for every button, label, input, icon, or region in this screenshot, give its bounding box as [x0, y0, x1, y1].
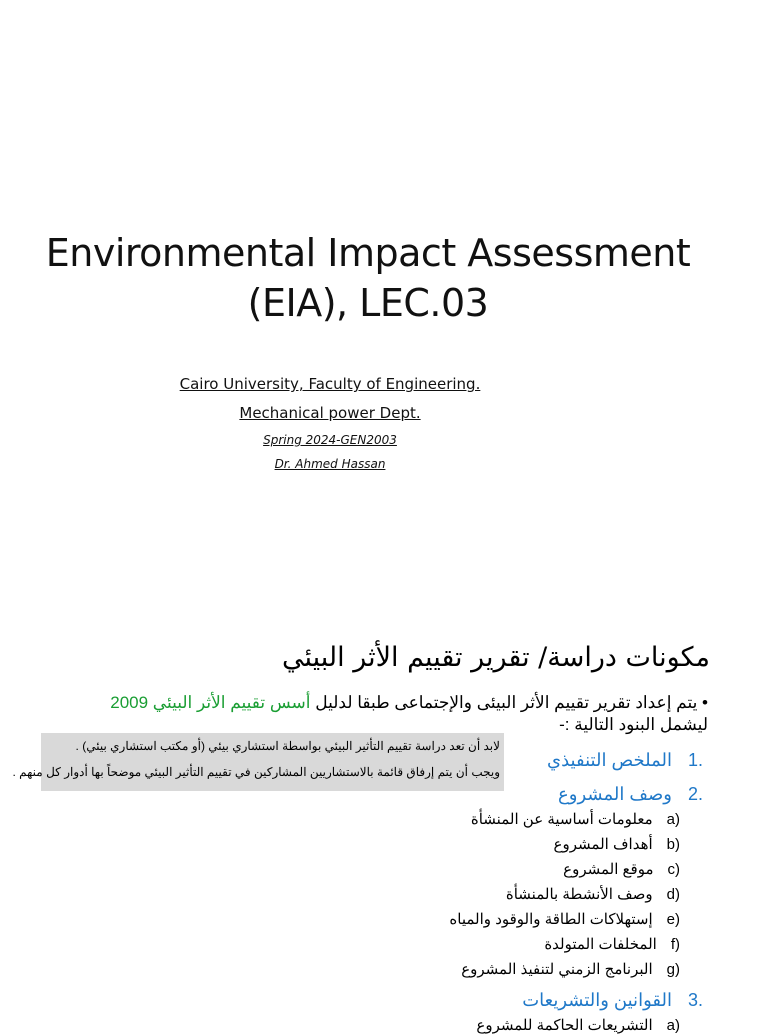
sub-item [476, 1016, 680, 1034]
sub-item [544, 935, 680, 953]
note-line-2: ويجب أن يتم إرفاق قائمة بالاستشاريين المشاركين في تقييم التأثير البيئي موضحاً بها أدوار كل منهم . [12, 765, 500, 779]
sub-item [461, 960, 680, 978]
sub-label: أهداف المشروع [553, 836, 653, 853]
bullet-dot: • [697, 693, 708, 712]
sub-letter: (d [666, 886, 680, 903]
sub-letter: (e [666, 911, 680, 928]
term-line: Spring 2024-GEN2003 [263, 433, 397, 447]
sub-label: المخلفات المتولدة [544, 936, 657, 953]
sub-label: وصف الأنشطة بالمنشأة [505, 886, 653, 903]
sub-label: موقع المشروع [563, 861, 654, 878]
sub-label: التشريعات الحاكمة للمشروع [476, 1017, 653, 1034]
sub-letter: (g [666, 961, 680, 978]
sub-letter: (a [666, 1017, 680, 1034]
intro-bullet [48, 692, 708, 736]
bullet-text: يتم إعداد تقرير تقييم الأثر البيئى والإجتماعى طبقا لدليل [315, 693, 698, 712]
sub-item [563, 860, 680, 878]
sub-letter: (f [670, 936, 680, 953]
item-number: .3 [687, 990, 703, 1010]
sub-item [449, 910, 680, 928]
list-item [547, 750, 703, 771]
sub-label: إستهلاكات الطاقة والوقود والمياه [449, 911, 653, 928]
item-number: .2 [687, 784, 703, 804]
sub-item [471, 810, 680, 828]
item-number: .1 [687, 750, 703, 770]
item-label: وصف المشروع [558, 784, 672, 804]
university-line: Cairo University, Faculty of Engineering. [179, 375, 481, 393]
content-slide [0, 610, 768, 1034]
sub-letter: (b [666, 836, 680, 853]
sub-item [554, 835, 680, 853]
sub-letter: (a [666, 811, 680, 828]
guide-reference: أسس تقييم الأثر البيئي 2009 [110, 693, 311, 712]
content-title: مكونات دراسة/ تقرير تقييم الأثر البيئي [281, 642, 710, 673]
instructor-line: Dr. Ahmed Hassan [274, 457, 386, 471]
title-line-2: (EIA), LEC.03 [247, 281, 489, 325]
note-box [12, 733, 504, 791]
list-item [522, 990, 703, 1011]
title-line-1: Environmental Impact Assessment [45, 231, 691, 275]
item-label: الملخص التنفيذي [547, 750, 672, 770]
item-label: القوانين والتشريعات [522, 990, 672, 1010]
note-line-1: لابد أن تعد دراسة تقييم التأثير البيئي بواسطة استشاري بيئي (أو مكتب استشاري بيئي) . [75, 739, 500, 753]
department-line: Mechanical power Dept. [239, 404, 421, 422]
bullet-text-continued: ليشمل البنود التالية :- [559, 715, 708, 734]
sub-letter: (c [667, 861, 680, 878]
list-item [558, 784, 703, 805]
sub-label: معلومات أساسية عن المنشأة [470, 811, 653, 828]
sub-label: البرنامج الزمني لتنفيذ المشروع [461, 961, 653, 978]
sub-item [506, 885, 680, 903]
slide-title [0, 228, 736, 328]
